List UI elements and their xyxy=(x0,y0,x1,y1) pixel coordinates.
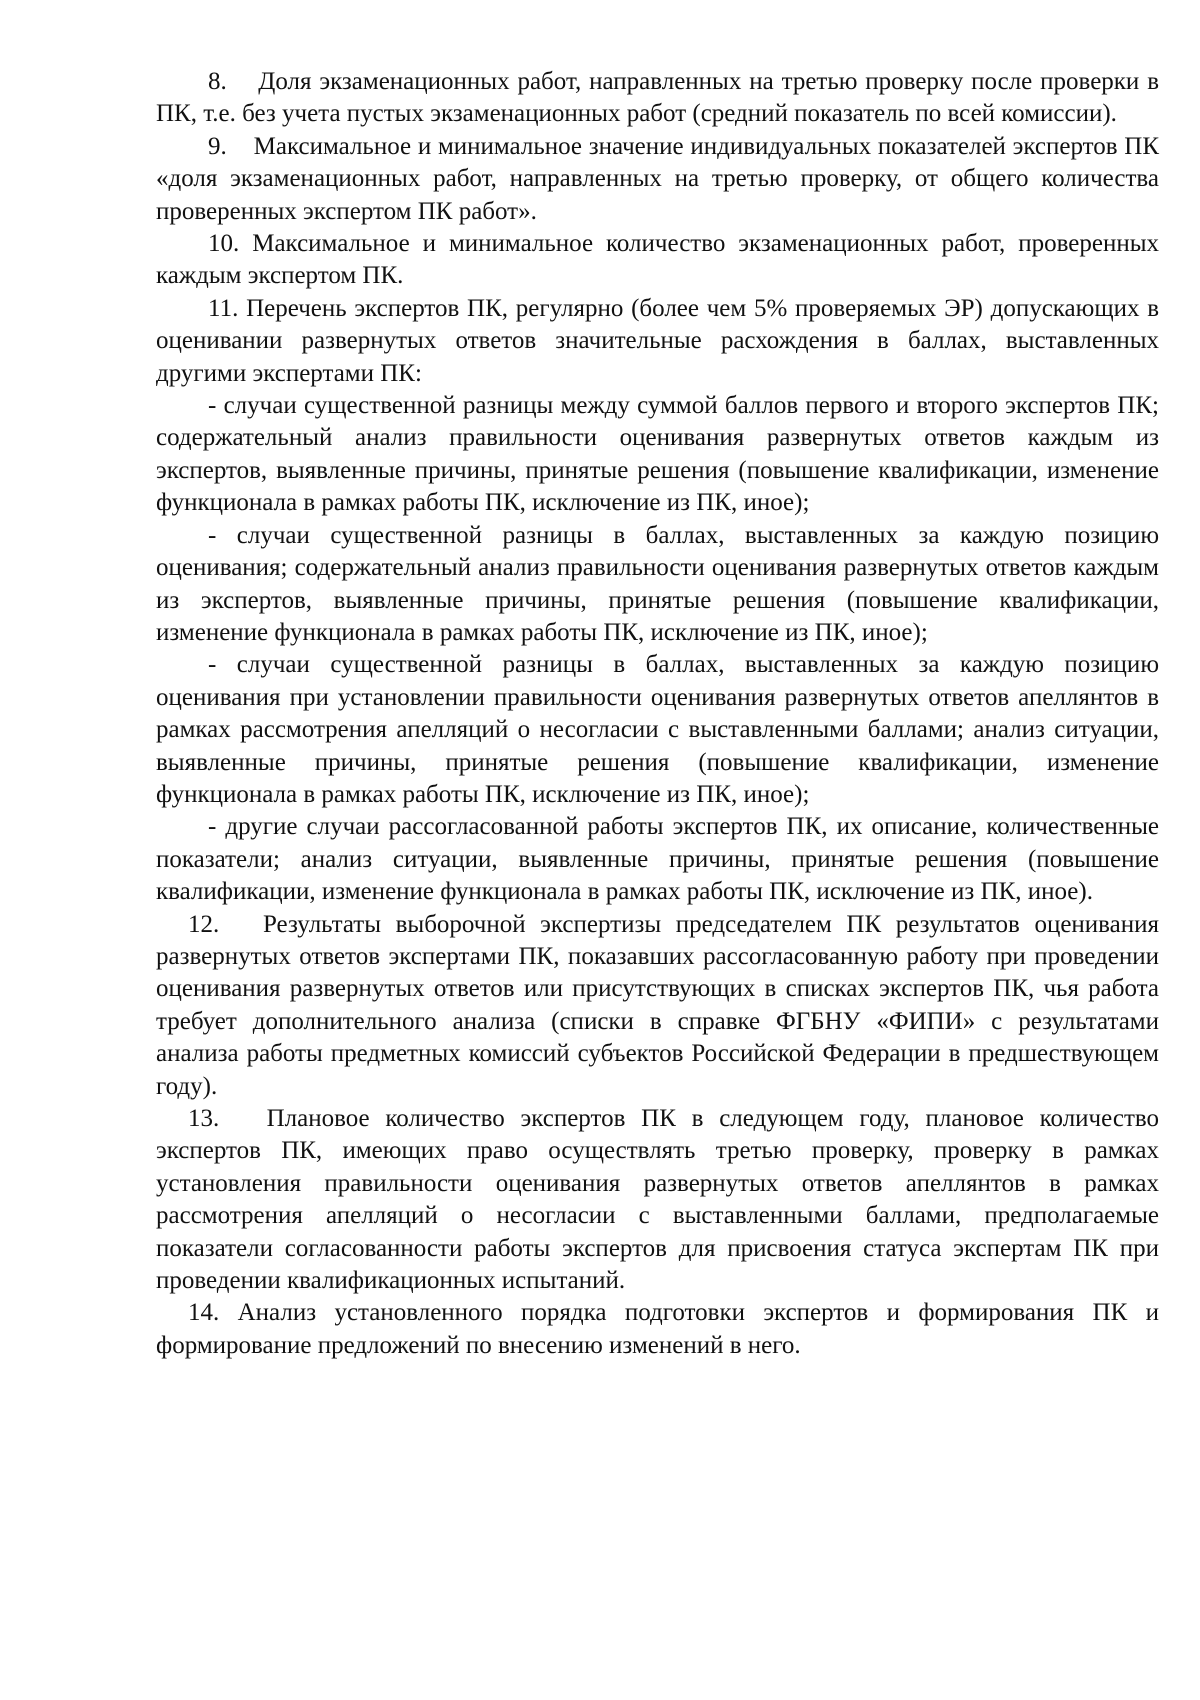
item-number: 10. xyxy=(208,230,240,258)
item-text: Анализ установленного порядка подготовки экспертов и формирования ПК и формирование предложений по внесению изменений в него. xyxy=(156,1299,1159,1359)
sub-item: - другие случаи рассогласованной работы экспертов ПК, их описание, количественные показатели; анализ ситуации, выявленные причины, принятые решения (повышение квалификации, изменение функционала в рамках работы ПК, исключение из ПК, иное). xyxy=(156,813,1159,906)
list-item-9 xyxy=(156,131,1159,228)
item-number: 9. xyxy=(208,132,227,160)
sub-item: - случаи существенной разницы между суммой баллов первого и второго экспертов ПК; содержательный анализ правильности оценивания развернутых ответов каждым из экспертов, выявленные причины, принятые решения (повышение квалификации, изменение функционала в рамках работы ПК, исключение из ПК, иное); xyxy=(156,392,1159,517)
item-text: Плановое количество экспертов ПК в следующем году, плановое количество экспертов ПК, имеющих право осуществлять третью проверку, проверку в рамках установления правильности оценивания развернутых ответов апеллянтов в рамках рассмотрения апелляций о несогласии с выставленными баллами, предполагаемые показатели согласованности работы экспертов для присвоения статуса экспертам ПК при проведении квалификационных испытаний. xyxy=(156,1105,1160,1295)
item-number: 12. xyxy=(188,910,220,938)
item-number: 13. xyxy=(188,1105,220,1132)
list-item-11 xyxy=(156,293,1159,390)
list-item-10 xyxy=(156,228,1159,293)
list-item-12 xyxy=(156,909,1159,1103)
sub-item: - случаи существенной разницы в баллах, выставленных за каждую позицию оценивания при установлении правильности оценивания развернутых ответов апеллянтов в рамках рассмотрения апелляций о несогласии с выставленными баллами; анализ ситуации, выявленные причины, принятые решения (повышение квалификации, изменение функционала в рамках работы ПК, исключение из ПК, иное); xyxy=(156,651,1159,808)
list-item-14 xyxy=(156,1297,1159,1362)
item-text: Максимальное и минимальное значение индивидуальных показателей экспертов ПК «доля экзаменационных работ, направленных на третью проверку, от общего количества проверенных экспертом ПК работ». xyxy=(156,132,1160,225)
item-text: Результаты выборочной экспертизы председателем ПК результатов оценивания развернутых ответов экспертами ПК, показавших рассогласованную работу при проведении оценивания развернутых ответов или присутствующих в списках экспертов ПК, чья работа требует дополнительного анализа (списки в справке ФГБНУ «ФИПИ» с результатами анализа работы предметных комиссий субъектов Российской Федерации в предшествующем году). xyxy=(156,910,1159,1100)
item-text: Перечень экспертов ПК, регулярно (более чем 5% проверяемых ЭР) допускающих в оценивании развернутых ответов значительные расхождения в баллах, выставленных другими экспертами ПК: xyxy=(156,294,1160,387)
document-body xyxy=(156,66,1159,1362)
item-number: 8. xyxy=(208,68,227,95)
item-number: 14. xyxy=(188,1299,220,1327)
list-item-8 xyxy=(156,66,1159,131)
item-text: Максимальное и минимальное количество экзаменационных работ, проверенных каждым экспертом ПК. xyxy=(156,230,1160,290)
item-number: 11. xyxy=(208,294,239,322)
list-item-13 xyxy=(156,1103,1159,1297)
sub-item: - случаи существенной разницы в баллах, выставленных за каждую позицию оценивания; содержательный анализ правильности оценивания развернутых ответов каждым из экспертов, выявленные причины, принятые решения (повышение квалификации, изменение функционала в рамках работы ПК, исключение из ПК, иное); xyxy=(156,521,1159,646)
item-text: Доля экзаменационных работ, направленных на третью проверку после проверки в ПК, т.е. без учета пустых экзаменационных работ (средний показатель по всей комиссии). xyxy=(156,68,1159,128)
